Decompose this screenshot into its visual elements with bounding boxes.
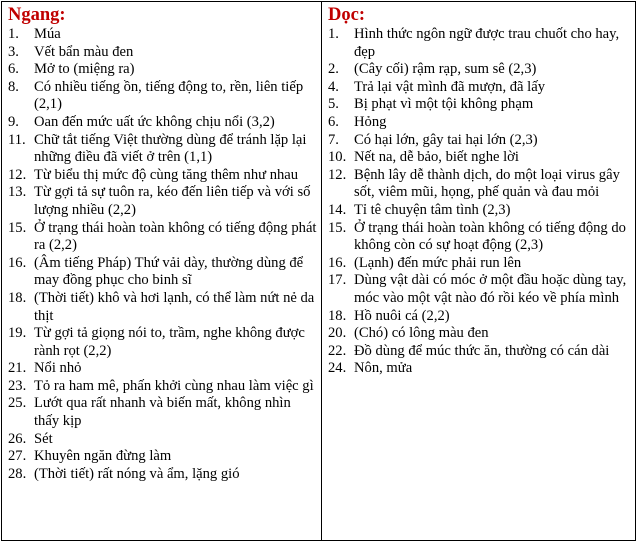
clue-number: 4. <box>328 78 339 95</box>
doc-clue-item <box>328 149 631 167</box>
clue-number: 15. <box>8 219 27 236</box>
clue-number: 8. <box>8 78 19 95</box>
clue-number: 20. <box>328 325 347 342</box>
ngang-clue-list <box>8 26 317 483</box>
ngang-clue-item <box>8 255 317 290</box>
clue-number: 1. <box>328 26 339 42</box>
doc-clue-item <box>328 272 631 307</box>
clue-text: Bị phạt vì một tội không phạm <box>354 96 534 113</box>
clue-text: Oan đến mức uất ức không chịu nổi (3,2) <box>34 113 275 130</box>
doc-clue-item <box>328 26 631 61</box>
doc-clue-item <box>328 202 631 220</box>
clue-text: Đồ dùng để múc thức ăn, thường có cán dài <box>354 342 610 359</box>
clue-text: Từ biểu thị mức độ cùng tăng thêm như nhau <box>34 166 299 183</box>
clue-number: 15. <box>328 219 347 236</box>
clue-text: Dùng vật dài có móc ở một đầu hoặc dùng tay, móc vào một vật nào đó rồi kéo về phía mình <box>354 272 627 306</box>
clue-number: 1. <box>8 26 19 42</box>
ngang-clue-item <box>8 132 317 167</box>
doc-title: Dọc: <box>328 5 365 25</box>
clue-number: 21. <box>8 360 27 377</box>
ngang-clue-item <box>8 79 317 114</box>
clue-text: Sét <box>34 430 53 447</box>
clue-text: Hồ nuôi cá (2,2) <box>354 307 450 324</box>
clue-number: 18. <box>328 307 347 324</box>
doc-clue-item <box>328 96 631 114</box>
clue-number: 23. <box>8 377 27 394</box>
clue-text: Tỉ tê chuyện tâm tình (2,3) <box>354 201 511 218</box>
clue-text: Từ gợi tả sự tuôn ra, kéo đến liên tiếp và với số lượng nhiều (2,2) <box>34 184 311 218</box>
clue-text: Vết bẩn màu đen <box>34 43 134 60</box>
doc-clue-item <box>328 132 631 150</box>
ngang-clue-item <box>8 290 317 325</box>
ngang-clue-item <box>8 448 317 466</box>
clue-text: (Thời tiết) khô và hơi lạnh, có thể làm nứt nẻ da thịt <box>34 289 315 324</box>
ngang-clue-item <box>8 466 317 484</box>
ngang-clue-item <box>8 167 317 185</box>
clue-text: Ở trạng thái hoàn toàn không có tiếng động phát ra (2,2) <box>34 219 317 254</box>
clue-text: Có nhiều tiếng ồn, tiếng động to, rền, liên tiếp (2,1) <box>34 78 304 113</box>
ngang-clue-item <box>8 114 317 132</box>
clue-text: (Lạnh) đến mức phải run lên <box>354 254 522 271</box>
ngang-clue-item <box>8 61 317 79</box>
ngang-title: Ngang: <box>8 5 66 25</box>
clue-number: 14. <box>328 201 347 218</box>
clue-text: Nôn, mửa <box>354 360 413 377</box>
clue-number: 16. <box>8 254 27 271</box>
clue-number: 6. <box>8 61 19 78</box>
clue-text: Có hại lớn, gây tai hại lớn (2,3) <box>354 131 538 148</box>
clue-number: 2. <box>328 61 339 78</box>
clue-number: 27. <box>8 448 27 465</box>
clue-number: 3. <box>8 43 19 60</box>
clue-text: Tỏ ra ham mê, phấn khởi cùng nhau làm việc gì <box>34 377 314 394</box>
clue-number: 12. <box>8 166 27 183</box>
clue-number: 17. <box>328 272 347 289</box>
clue-number: 10. <box>328 149 347 166</box>
ngang-clue-item <box>8 184 317 219</box>
ngang-clue-item <box>8 44 317 62</box>
doc-clue-item <box>328 343 631 361</box>
clue-number: 24. <box>328 360 347 377</box>
ngang-column <box>2 2 322 540</box>
doc-clue-list <box>328 26 631 378</box>
clue-text: Lướt qua rất nhanh và biến mất, không nhìn thấy kịp <box>34 395 291 430</box>
clue-number: 18. <box>8 289 27 306</box>
clue-text: Múa <box>34 26 61 42</box>
clue-number: 26. <box>8 430 27 447</box>
clue-text: (Thời tiết) rất nóng và ẩm, lặng gió <box>34 465 240 482</box>
doc-clue-item <box>328 325 631 343</box>
clue-number: 5. <box>328 96 339 113</box>
doc-clue-item <box>328 61 631 79</box>
clue-number: 6. <box>328 113 339 130</box>
clue-number: 9. <box>8 113 19 130</box>
clue-text: Trả lại vật mình đã mượn, đã lấy <box>354 78 545 95</box>
clue-text: Hỏng <box>354 113 387 130</box>
clue-number: 7. <box>328 131 339 148</box>
clue-text: Khuyên ngăn đừng làm <box>34 448 172 465</box>
clue-number: 28. <box>8 465 27 482</box>
clue-number: 13. <box>8 184 27 201</box>
doc-clue-item <box>328 114 631 132</box>
ngang-clue-item <box>8 395 317 430</box>
ngang-clue-item <box>8 325 317 360</box>
clue-number: 12. <box>328 166 347 183</box>
ngang-clue-item <box>8 26 317 44</box>
doc-clue-item <box>328 308 631 326</box>
crossword-clue-table <box>1 1 636 541</box>
clue-number: 11. <box>8 131 26 148</box>
clue-number: 22. <box>328 342 347 359</box>
clue-text: Hình thức ngôn ngữ được trau chuốt cho hay, đẹp <box>354 26 620 60</box>
ngang-clue-item <box>8 431 317 449</box>
doc-clue-item <box>328 220 631 255</box>
clue-text: Nổi nhỏ <box>34 360 82 377</box>
doc-clue-item <box>328 79 631 97</box>
clue-text: Từ gợi tả giọng nói to, trầm, nghe không được rành rọt (2,2) <box>34 325 305 359</box>
doc-clue-item <box>328 255 631 273</box>
doc-clue-item <box>328 360 631 378</box>
doc-clue-item <box>328 167 631 202</box>
clue-text: (Cây cối) rậm rạp, sum sê (2,3) <box>354 61 537 78</box>
doc-column <box>322 2 635 540</box>
clue-text: Bệnh lây dễ thành dịch, do một loại virus gây sốt, viêm mũi, họng, phế quản và đau mỏi <box>354 166 620 201</box>
clue-text: (Âm tiếng Pháp) Thứ vải dày, thường dùng để may đồng phục cho binh sĩ <box>34 254 304 289</box>
clue-text: Nết na, dễ bảo, biết nghe lời <box>354 149 519 166</box>
ngang-clue-item <box>8 360 317 378</box>
clue-text: Chữ tắt tiếng Việt thường dùng để tránh lặp lại những điều đã viết ở trên (1,1) <box>34 131 307 166</box>
clue-text: (Chó) có lông màu đen <box>354 325 489 342</box>
clue-text: Mở to (miệng ra) <box>34 61 135 78</box>
ngang-clue-item <box>8 220 317 255</box>
clue-number: 16. <box>328 254 347 271</box>
clue-number: 19. <box>8 325 27 342</box>
clue-text: Ở trạng thái hoàn toàn không có tiếng động do không còn có sự hoạt động (2,3) <box>354 219 626 254</box>
clue-number: 25. <box>8 395 27 412</box>
ngang-clue-item <box>8 378 317 396</box>
